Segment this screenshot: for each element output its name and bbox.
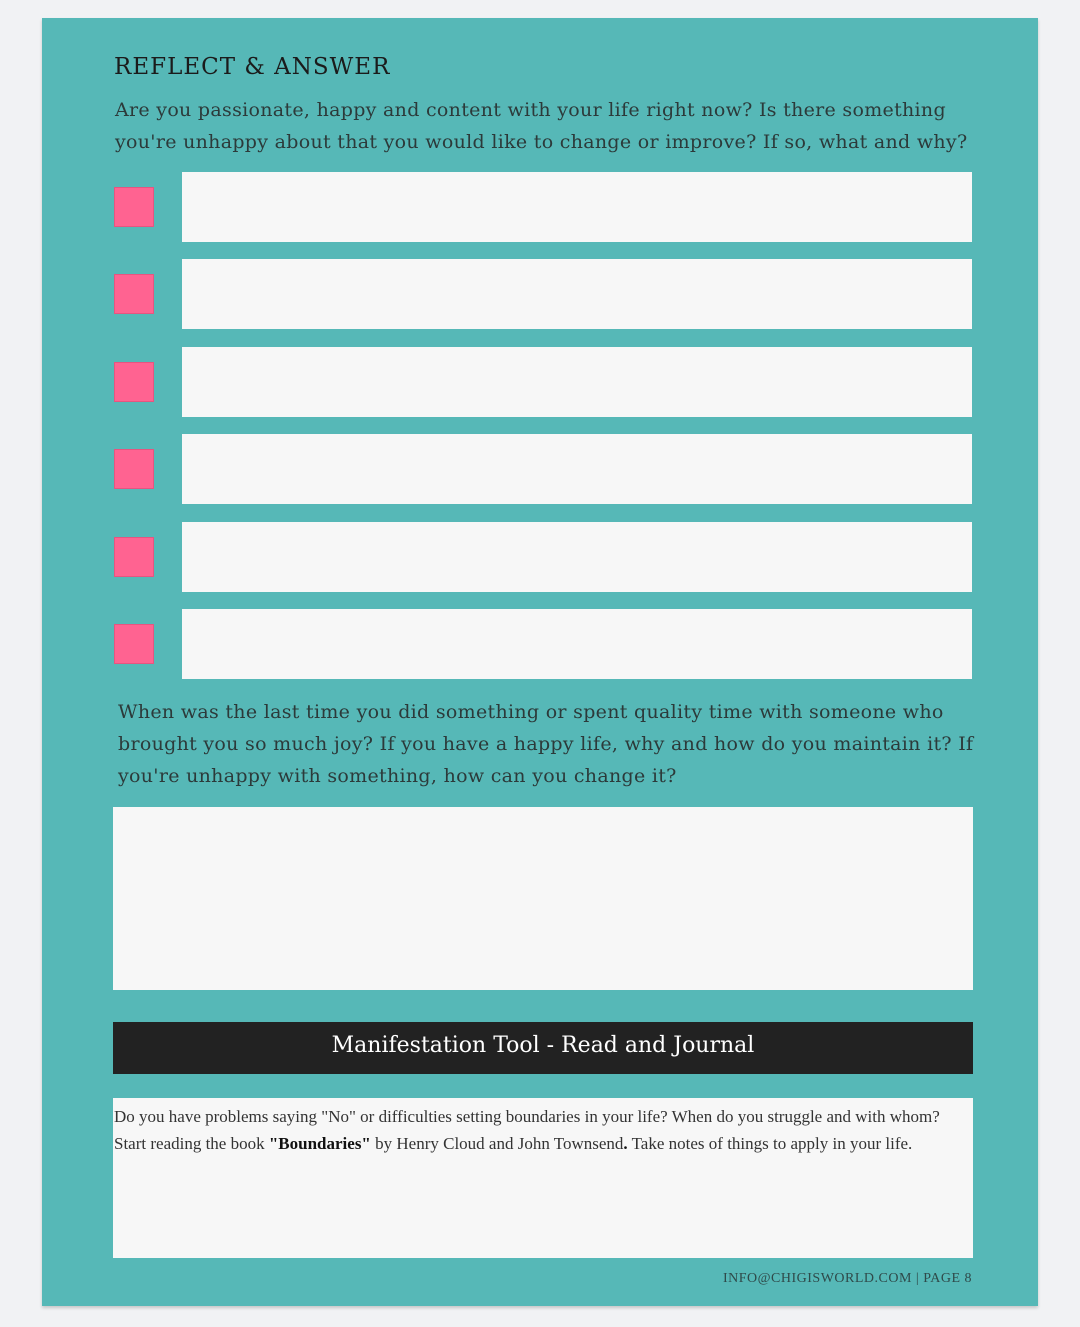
- answer-field[interactable]: [182, 172, 972, 242]
- checkbox[interactable]: [114, 624, 154, 664]
- checkbox[interactable]: [114, 449, 154, 489]
- journal-prompt-start: Start reading the book: [114, 1134, 269, 1153]
- answer-field[interactable]: [182, 347, 972, 417]
- worksheet-page: [42, 18, 1038, 1306]
- checklist-row: [114, 172, 972, 242]
- answer-field[interactable]: [182, 609, 972, 679]
- checklist-row: [114, 609, 972, 679]
- journal-prompt-end: Take notes of things to apply in your life.: [627, 1134, 913, 1153]
- question-1: Are you passionate, happy and content with your life right now? Is there something you're unhappy about that you would like to change or improve? If so, what and why?: [115, 99, 968, 153]
- checkbox[interactable]: [114, 274, 154, 314]
- answer-field[interactable]: [182, 434, 972, 504]
- page-footer: INFO@CHIGISWORLD.COM | PAGE 8: [722, 1271, 972, 1286]
- section-heading: REFLECT & ANSWER: [114, 54, 391, 80]
- checklist-row: [114, 522, 972, 592]
- checkbox[interactable]: [114, 362, 154, 402]
- question-2-answer-field[interactable]: [113, 807, 973, 990]
- checklist-row: [114, 434, 972, 504]
- journal-prompt-authors: by Henry Cloud and John Townsend: [370, 1134, 624, 1153]
- journal-prompt: [113, 1098, 973, 1157]
- answer-field[interactable]: [182, 522, 972, 592]
- answer-field[interactable]: [182, 259, 972, 329]
- question-2: When was the last time you did something or spent quality time with someone who brought you so much joy? If you have a happy life, why and how do you maintain it? If you're unhappy with something, how can you change it?: [118, 701, 974, 787]
- checkbox[interactable]: [114, 187, 154, 227]
- manifestation-tool-banner: Manifestation Tool - Read and Journal: [113, 1022, 973, 1074]
- checklist-row: [114, 259, 972, 329]
- checklist-row: [114, 347, 972, 417]
- checkbox[interactable]: [114, 537, 154, 577]
- journal-prompt-period: .: [623, 1134, 628, 1153]
- journal-field[interactable]: [113, 1098, 973, 1258]
- book-title: "Boundaries": [268, 1134, 371, 1153]
- journal-prompt-line-1: Do you have problems saying "No" or difficulties setting boundaries in your life? When do you struggle and with whom?: [114, 1107, 940, 1126]
